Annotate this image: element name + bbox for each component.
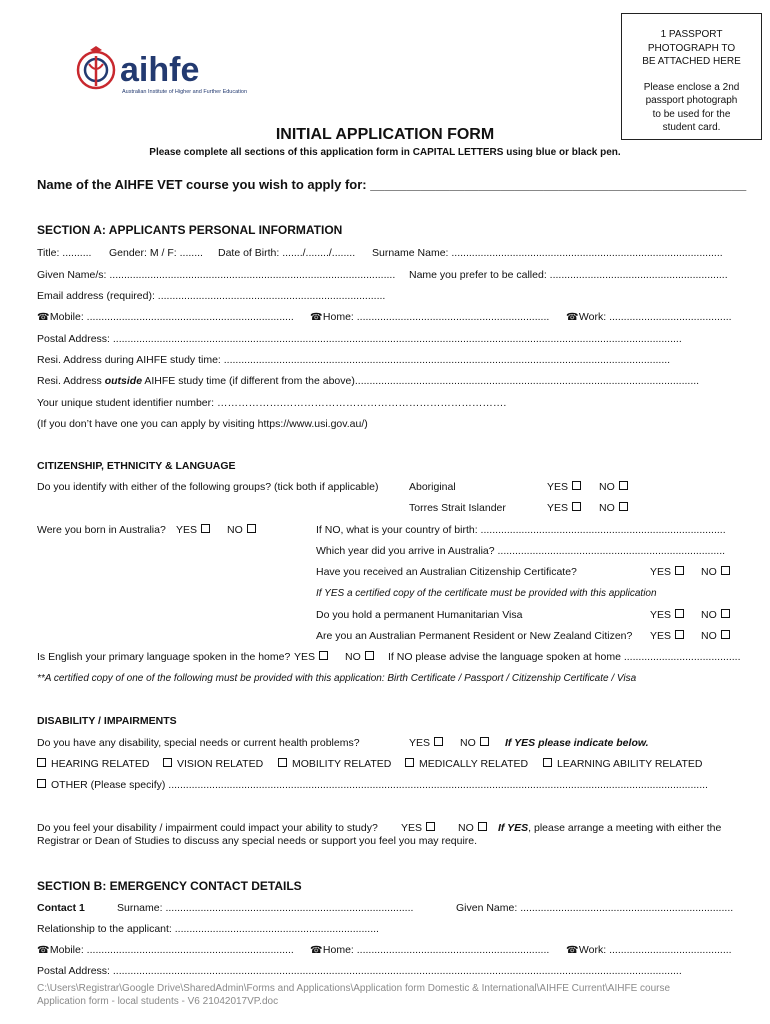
usi-field[interactable]: Your unique student identifier number: ……………….………………………………………………………. (37, 397, 507, 409)
year-arrived-field[interactable]: Which year did you arrive in Australia? .............................................................................. (316, 545, 726, 557)
mobile-label: Mobile: ....................................................................... (49, 944, 294, 956)
checkbox-icon (721, 609, 730, 618)
cert-yes-checkbox[interactable] (650, 566, 684, 578)
no-label: NO (460, 737, 476, 749)
impact-no-checkbox[interactable] (458, 822, 487, 834)
disability-heading: DISABILITY / IMPAIRMENTS (37, 715, 177, 727)
checkbox-icon (572, 502, 581, 511)
disability-option-medical[interactable] (405, 758, 528, 770)
phone-icon: ☎ (566, 945, 579, 956)
checkbox-icon (675, 566, 684, 575)
no-label: NO (227, 524, 243, 536)
resi-outside-post: AIHFE study time (if different from the above)...................................................................................................................... (142, 375, 700, 387)
work-label: Work: .......................................... (578, 311, 732, 323)
born-yes-checkbox[interactable] (176, 524, 210, 536)
yes-label: YES (294, 651, 316, 663)
yes-label: YES (650, 630, 672, 642)
resi-outside-pre: Resi. Address (37, 375, 105, 387)
postal-address-field[interactable]: Postal Address: ................................................................................................................................................................................................... (37, 333, 682, 345)
logo-tagline: Australian Institute of Higher and Further Education (122, 89, 248, 95)
checkbox-icon (201, 524, 210, 533)
photo-box-line6: to be used for the (652, 108, 731, 120)
checkbox-icon (480, 737, 489, 746)
english-yes-checkbox[interactable] (294, 651, 328, 663)
phone-icon: ☎ (37, 945, 50, 956)
no-label: NO (701, 609, 717, 621)
yes-label: YES (547, 481, 569, 493)
contact-home-field[interactable] (310, 944, 549, 956)
course-field[interactable] (37, 177, 746, 192)
option-label: MOBILITY RELATED (292, 758, 392, 770)
impact-if-yes-label: If YES (498, 822, 529, 834)
photo-box-line3: BE ATTACHED HERE (642, 56, 741, 67)
home-phone-field[interactable] (310, 311, 549, 323)
checkbox-icon (721, 566, 730, 575)
certified-copy-note: **A certified copy of one of the following must be provided with this application: Birth Certificate / Passport / Citizenship Certificate / Visa (37, 673, 637, 684)
other-label: OTHER (Please specify) ......................................................................................................................................................................................... (51, 779, 708, 791)
torres-label: Torres Strait Islander (409, 502, 506, 514)
born-no-checkbox[interactable] (227, 524, 256, 536)
document-footer (37, 983, 717, 1008)
phone-icon: ☎ (310, 945, 323, 956)
checkbox-icon (426, 822, 435, 831)
disability-option-hearing[interactable] (37, 758, 149, 770)
photo-box-line2: PHOTOGRAPH TO (647, 42, 736, 54)
phone-icon: ☎ (310, 312, 323, 323)
photo-box-line7: student card. (662, 122, 721, 133)
aboriginal-no-checkbox[interactable] (599, 481, 628, 493)
home-label: Home: .................................................................. (322, 311, 550, 323)
cert-no-checkbox[interactable] (701, 566, 730, 578)
english-no-checkbox[interactable] (345, 651, 374, 663)
checkbox-icon (278, 758, 287, 767)
yes-label: YES (650, 609, 672, 621)
work-label: Work: .......................................... (578, 944, 732, 956)
born-question: Were you born in Australia? (37, 524, 166, 536)
resident-no-checkbox[interactable] (701, 630, 730, 642)
torres-no-checkbox[interactable] (599, 502, 628, 514)
email-field[interactable]: Email address (required): .............................................................................. (37, 290, 386, 302)
disability-option-learning[interactable] (543, 758, 703, 770)
mobile-field[interactable] (37, 311, 294, 323)
checkbox-icon (319, 651, 328, 660)
preferred-name-field[interactable]: Name you prefer to be called: ............................................................. (409, 269, 728, 281)
form-instruction: Please complete all sections of this application form in CAPITAL LETTERS using blue or black pen. (149, 147, 621, 158)
disability-question: Do you have any disability, special needs or current health problems? (37, 737, 360, 749)
section-b-heading: SECTION B: EMERGENCY CONTACT DETAILS (37, 879, 302, 893)
checkbox-icon (434, 737, 443, 746)
no-label: NO (701, 566, 717, 578)
contact-postal-field[interactable]: Postal Address: ................................................................................................................................................................................................... (37, 965, 682, 977)
torres-yes-checkbox[interactable] (547, 502, 581, 514)
aihfe-logo (76, 44, 256, 96)
if-yes-text: If YES please indicate below (505, 737, 646, 749)
work-phone-field[interactable] (566, 311, 732, 323)
disability-if-yes: If YES please indicate below. (505, 737, 649, 749)
contact-mobile-field[interactable] (37, 944, 294, 956)
humanitarian-question: Do you hold a permanent Humanitarian Visa (316, 609, 523, 621)
yes-label: YES (176, 524, 198, 536)
resi-during-field[interactable]: Resi. Address during AIHFE study time: ......................................................................................................................................................... (37, 354, 671, 366)
yes-label: YES (409, 737, 431, 749)
no-label: NO (701, 630, 717, 642)
dob-field[interactable]: Date of Birth: ......./......../........ (218, 247, 356, 259)
yes-label: YES (547, 502, 569, 514)
country-of-birth-field[interactable]: If NO, what is your country of birth: .................................................................................... (316, 524, 726, 536)
citizenship-cert-question: Have you received an Australian Citizenship Certificate? (316, 566, 577, 578)
checkbox-icon (572, 481, 581, 490)
usi-note: (If you don’t have one you can apply by visiting https://www.usi.gov.au/) (37, 418, 368, 430)
checkbox-icon (619, 481, 628, 490)
english-question: Is English your primary language spoken in the home? (37, 651, 291, 663)
title-field[interactable]: Title: .......... (37, 247, 92, 259)
no-label: NO (599, 481, 615, 493)
aboriginal-yes-checkbox[interactable] (547, 481, 581, 493)
checkbox-icon (405, 758, 414, 767)
humanitarian-no-checkbox[interactable] (701, 609, 730, 621)
resi-outside-emphasis: outside (104, 375, 143, 387)
language-spoken-field[interactable]: If NO please advise the language spoken at home ........................................ (388, 651, 741, 663)
resident-question: Are you an Australian Permanent Resident or New Zealand Citizen? (316, 630, 633, 642)
disability-no-checkbox[interactable] (460, 737, 489, 749)
option-label: LEARNING ABILITY RELATED (557, 758, 703, 770)
surname-field[interactable]: Surname Name: ............................................................................................. (372, 247, 723, 259)
checkbox-icon (675, 609, 684, 618)
checkbox-icon (619, 502, 628, 511)
footer-filename: Application form - local students - V6 21042017VP.doc (37, 995, 279, 1007)
svg-text:aihfe: aihfe (120, 51, 200, 89)
form-title: INITIAL APPLICATION FORM (275, 126, 495, 143)
option-label: MEDICALLY RELATED (419, 758, 529, 770)
disability-yes-checkbox[interactable] (409, 737, 443, 749)
photo-box-line5: passport photograph (645, 95, 738, 106)
checkbox-icon (675, 630, 684, 639)
phone-icon: ☎ (566, 312, 579, 323)
photo-box-line1: 1 PASSPORT (660, 29, 723, 40)
home-label: Home: .................................................................. (322, 944, 550, 956)
course-label: Name of the AIHFE VET course you wish to apply for: (37, 177, 367, 192)
aboriginal-label: Aboriginal (409, 481, 456, 493)
checkbox-icon (247, 524, 256, 533)
section-a-heading: SECTION A: APPLICANTS PERSONAL INFORMATION (37, 223, 343, 237)
contact-work-field[interactable] (566, 944, 732, 956)
contact-1-label: Contact 1 (37, 902, 85, 914)
checkbox-icon (543, 758, 552, 767)
no-label: NO (345, 651, 361, 663)
no-label: NO (599, 502, 615, 514)
yes-label: YES (401, 822, 423, 834)
gender-field[interactable]: Gender: M / F: ........ (109, 247, 203, 259)
checkbox-icon (478, 822, 487, 831)
contact-given-name-field[interactable]: Given Name: ......................................................................... (456, 902, 734, 914)
resi-outside-field[interactable] (37, 375, 699, 387)
no-label: NO (458, 822, 474, 834)
checkbox-icon (37, 779, 46, 788)
impact-line2: Registrar or Dean of Studies to discuss any special needs or support you feel you may require. (37, 835, 478, 847)
impact-question: Do you feel your disability / impairment could impact your ability to study? (37, 822, 378, 834)
disability-option-vision[interactable] (163, 758, 263, 770)
relationship-field[interactable]: Relationship to the applicant: ...................................................................... (37, 923, 379, 935)
checkbox-icon (163, 758, 172, 767)
yes-label: YES (650, 566, 672, 578)
phone-icon: ☎ (37, 312, 50, 323)
footer-path: C:\Users\Registrar\Google Drive\SharedAdmin\Forms and Applications\Application form Domestic & International\AIHFE Current\AIHFE course (37, 983, 671, 994)
impact-rest: , please arrange a meeting with either the (528, 822, 722, 834)
course-input-line[interactable]: ____________________________________________________ (370, 177, 747, 192)
disability-option-other[interactable] (37, 779, 708, 791)
impact-if-yes (498, 822, 721, 834)
mobile-label: Mobile: ....................................................................... (49, 311, 294, 323)
citizenship-heading: CITIZENSHIP, ETHNICITY & LANGUAGE (37, 460, 236, 472)
checkbox-icon (721, 630, 730, 639)
resident-yes-checkbox[interactable] (650, 630, 684, 642)
contact-surname-field[interactable]: Surname: ..................................................................................... (117, 902, 414, 914)
photo-box-line4: Please enclose a 2nd (643, 81, 740, 93)
passport-photo-box (621, 13, 762, 140)
checkbox-icon (365, 651, 374, 660)
checkbox-icon (37, 758, 46, 767)
humanitarian-yes-checkbox[interactable] (650, 609, 684, 621)
identify-question: Do you identify with either of the following groups? (tick both if applicable) (37, 481, 379, 493)
option-label: VISION RELATED (177, 758, 264, 770)
impact-yes-checkbox[interactable] (401, 822, 435, 834)
certificate-copy-note: If YES a certified copy of the certificate must be provided with this application (316, 588, 657, 599)
given-names-field[interactable]: Given Name/s: .................................................................................................. (37, 269, 396, 281)
option-label: HEARING RELATED (51, 758, 150, 770)
disability-option-mobility[interactable] (278, 758, 391, 770)
